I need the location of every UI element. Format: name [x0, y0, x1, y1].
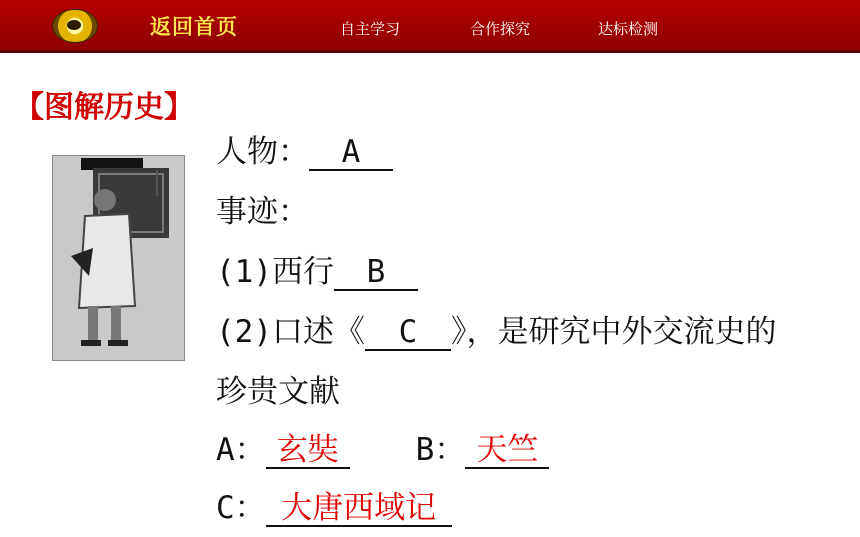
deeds-line — [216, 186, 309, 231]
person-line — [216, 126, 393, 171]
answer-b-value: 天竺 — [465, 434, 549, 469]
answer-line-c — [216, 482, 452, 527]
nav-assessment-link[interactable]: 达标检测 — [598, 20, 659, 38]
item2-blank: C — [365, 316, 451, 351]
answer-line-ab — [216, 424, 549, 469]
item1-prefix: (1)西行 — [216, 254, 334, 290]
answer-a-value: 玄奘 — [266, 434, 350, 469]
item2-line — [216, 306, 777, 351]
answer-c-value: 大唐西域记 — [266, 492, 452, 527]
item2-continuation-line — [216, 366, 340, 411]
item1-blank: B — [334, 256, 418, 291]
answer-c-label: C： — [216, 490, 266, 526]
answer-a-label: A： — [216, 432, 266, 468]
nav-self-study-link[interactable]: 自主学习 — [340, 20, 401, 38]
nav-home-link[interactable]: 返回首页 — [150, 15, 238, 39]
answer-b-label: B： — [415, 432, 466, 468]
person-label: 人物： — [216, 134, 309, 170]
eye-logo-icon — [52, 9, 98, 43]
item1-line — [216, 246, 418, 291]
top-nav-bar — [0, 0, 860, 53]
nav-cooperative-inquiry-link[interactable]: 合作探究 — [470, 20, 531, 38]
person-blank: A — [309, 136, 393, 171]
item2-prefix: (2)口述《 — [216, 314, 365, 350]
item2-continuation: 珍贵文献 — [216, 374, 340, 410]
monk-portrait-image — [52, 155, 185, 361]
section-title: 【图解历史】 — [14, 90, 194, 125]
deeds-label: 事迹： — [216, 194, 309, 230]
item2-suffix: 》，是研究中外交流史的 — [451, 314, 777, 350]
